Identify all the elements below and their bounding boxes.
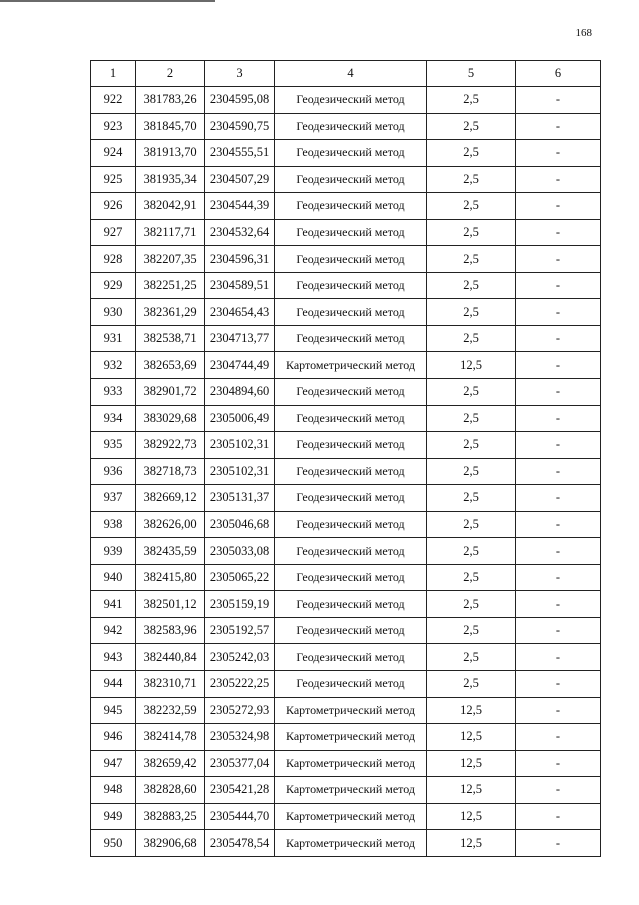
- table-row: [91, 644, 601, 671]
- x-coordinate-cell: 381935,34: [136, 166, 205, 193]
- accuracy-cell: 2,5: [427, 485, 516, 512]
- table-row: [91, 671, 601, 698]
- x-coordinate-cell: 382718,73: [136, 458, 205, 485]
- x-coordinate-cell: 382922,73: [136, 432, 205, 459]
- x-coordinate-cell: 382414,78: [136, 724, 205, 751]
- point-number-cell: 923: [91, 113, 136, 140]
- method-cell: Геодезический метод: [275, 458, 427, 485]
- x-coordinate-cell: 381783,26: [136, 87, 205, 114]
- accuracy-cell: 2,5: [427, 113, 516, 140]
- note-cell: -: [516, 697, 601, 724]
- table-row: [91, 511, 601, 538]
- accuracy-cell: 12,5: [427, 777, 516, 804]
- x-coordinate-cell: 382415,80: [136, 564, 205, 591]
- y-coordinate-cell: 2304744,49: [205, 352, 275, 379]
- coordinates-table: [90, 60, 601, 857]
- x-coordinate-cell: 382901,72: [136, 379, 205, 406]
- method-cell: Геодезический метод: [275, 87, 427, 114]
- table-row: [91, 697, 601, 724]
- accuracy-cell: 2,5: [427, 591, 516, 618]
- note-cell: -: [516, 644, 601, 671]
- point-number-cell: 947: [91, 750, 136, 777]
- accuracy-cell: 2,5: [427, 140, 516, 167]
- accuracy-cell: 2,5: [427, 379, 516, 406]
- column-header-3: 3: [205, 61, 275, 87]
- x-coordinate-cell: 382310,71: [136, 671, 205, 698]
- x-coordinate-cell: 382042,91: [136, 193, 205, 220]
- point-number-cell: 935: [91, 432, 136, 459]
- note-cell: -: [516, 750, 601, 777]
- point-number-cell: 934: [91, 405, 136, 432]
- x-coordinate-cell: 382659,42: [136, 750, 205, 777]
- point-number-cell: 945: [91, 697, 136, 724]
- method-cell: Геодезический метод: [275, 405, 427, 432]
- accuracy-cell: 2,5: [427, 564, 516, 591]
- y-coordinate-cell: 2305102,31: [205, 458, 275, 485]
- table-row: [91, 724, 601, 751]
- point-number-cell: 941: [91, 591, 136, 618]
- method-cell: Геодезический метод: [275, 193, 427, 220]
- point-number-cell: 946: [91, 724, 136, 751]
- y-coordinate-cell: 2305046,68: [205, 511, 275, 538]
- method-cell: Картометрический метод: [275, 830, 427, 857]
- y-coordinate-cell: 2304590,75: [205, 113, 275, 140]
- note-cell: -: [516, 272, 601, 299]
- method-cell: Геодезический метод: [275, 538, 427, 565]
- table-row: [91, 750, 601, 777]
- method-cell: Геодезический метод: [275, 299, 427, 326]
- point-number-cell: 922: [91, 87, 136, 114]
- y-coordinate-cell: 2304544,39: [205, 193, 275, 220]
- note-cell: -: [516, 777, 601, 804]
- table-row: [91, 325, 601, 352]
- accuracy-cell: 2,5: [427, 87, 516, 114]
- note-cell: -: [516, 113, 601, 140]
- y-coordinate-cell: 2305222,25: [205, 671, 275, 698]
- accuracy-cell: 2,5: [427, 299, 516, 326]
- table-row: [91, 246, 601, 273]
- accuracy-cell: 2,5: [427, 246, 516, 273]
- note-cell: -: [516, 591, 601, 618]
- point-number-cell: 950: [91, 830, 136, 857]
- point-number-cell: 933: [91, 379, 136, 406]
- table-row: [91, 87, 601, 114]
- point-number-cell: 939: [91, 538, 136, 565]
- note-cell: -: [516, 219, 601, 246]
- x-coordinate-cell: 382906,68: [136, 830, 205, 857]
- method-cell: Геодезический метод: [275, 644, 427, 671]
- method-cell: Геодезический метод: [275, 246, 427, 273]
- accuracy-cell: 12,5: [427, 830, 516, 857]
- accuracy-cell: 12,5: [427, 352, 516, 379]
- point-number-cell: 937: [91, 485, 136, 512]
- method-cell: Геодезический метод: [275, 564, 427, 591]
- y-coordinate-cell: 2305421,28: [205, 777, 275, 804]
- method-cell: Картометрический метод: [275, 697, 427, 724]
- accuracy-cell: 2,5: [427, 511, 516, 538]
- method-cell: Геодезический метод: [275, 219, 427, 246]
- y-coordinate-cell: 2305065,22: [205, 564, 275, 591]
- point-number-cell: 924: [91, 140, 136, 167]
- note-cell: -: [516, 166, 601, 193]
- note-cell: -: [516, 803, 601, 830]
- table-row: [91, 219, 601, 246]
- y-coordinate-cell: 2305159,19: [205, 591, 275, 618]
- table-row: [91, 272, 601, 299]
- x-coordinate-cell: 382626,00: [136, 511, 205, 538]
- table-row: [91, 299, 601, 326]
- point-number-cell: 949: [91, 803, 136, 830]
- accuracy-cell: 12,5: [427, 803, 516, 830]
- column-header-4: 4: [275, 61, 427, 87]
- method-cell: Геодезический метод: [275, 671, 427, 698]
- y-coordinate-cell: 2305192,57: [205, 617, 275, 644]
- note-cell: -: [516, 193, 601, 220]
- method-cell: Геодезический метод: [275, 591, 427, 618]
- note-cell: -: [516, 352, 601, 379]
- method-cell: Геодезический метод: [275, 272, 427, 299]
- note-cell: -: [516, 299, 601, 326]
- point-number-cell: 926: [91, 193, 136, 220]
- x-coordinate-cell: 382117,71: [136, 219, 205, 246]
- y-coordinate-cell: 2305444,70: [205, 803, 275, 830]
- method-cell: Геодезический метод: [275, 511, 427, 538]
- point-number-cell: 929: [91, 272, 136, 299]
- x-coordinate-cell: 382435,59: [136, 538, 205, 565]
- x-coordinate-cell: 382501,12: [136, 591, 205, 618]
- note-cell: -: [516, 432, 601, 459]
- y-coordinate-cell: 2304713,77: [205, 325, 275, 352]
- method-cell: Геодезический метод: [275, 166, 427, 193]
- x-coordinate-cell: 381845,70: [136, 113, 205, 140]
- note-cell: -: [516, 564, 601, 591]
- accuracy-cell: 2,5: [427, 432, 516, 459]
- y-coordinate-cell: 2304532,64: [205, 219, 275, 246]
- table-row: [91, 140, 601, 167]
- table-row: [91, 113, 601, 140]
- method-cell: Картометрический метод: [275, 352, 427, 379]
- accuracy-cell: 2,5: [427, 617, 516, 644]
- note-cell: -: [516, 485, 601, 512]
- y-coordinate-cell: 2305006,49: [205, 405, 275, 432]
- y-coordinate-cell: 2304555,51: [205, 140, 275, 167]
- table-row: [91, 379, 601, 406]
- method-cell: Геодезический метод: [275, 379, 427, 406]
- accuracy-cell: 2,5: [427, 458, 516, 485]
- x-coordinate-cell: 383029,68: [136, 405, 205, 432]
- y-coordinate-cell: 2304894,60: [205, 379, 275, 406]
- y-coordinate-cell: 2304654,43: [205, 299, 275, 326]
- table-body: [91, 87, 601, 857]
- note-cell: -: [516, 246, 601, 273]
- point-number-cell: 928: [91, 246, 136, 273]
- x-coordinate-cell: 382361,29: [136, 299, 205, 326]
- accuracy-cell: 2,5: [427, 644, 516, 671]
- x-coordinate-cell: 381913,70: [136, 140, 205, 167]
- point-number-cell: 940: [91, 564, 136, 591]
- method-cell: Картометрический метод: [275, 803, 427, 830]
- table-row: [91, 166, 601, 193]
- method-cell: Геодезический метод: [275, 113, 427, 140]
- method-cell: Геодезический метод: [275, 617, 427, 644]
- method-cell: Картометрический метод: [275, 750, 427, 777]
- point-number-cell: 948: [91, 777, 136, 804]
- method-cell: Геодезический метод: [275, 485, 427, 512]
- note-cell: -: [516, 538, 601, 565]
- table-row: [91, 193, 601, 220]
- table-row: [91, 432, 601, 459]
- method-cell: Картометрический метод: [275, 777, 427, 804]
- x-coordinate-cell: 382440,84: [136, 644, 205, 671]
- point-number-cell: 943: [91, 644, 136, 671]
- x-coordinate-cell: 382251,25: [136, 272, 205, 299]
- note-cell: -: [516, 405, 601, 432]
- table-row: [91, 777, 601, 804]
- y-coordinate-cell: 2305272,93: [205, 697, 275, 724]
- y-coordinate-cell: 2304596,31: [205, 246, 275, 273]
- accuracy-cell: 12,5: [427, 697, 516, 724]
- note-cell: -: [516, 458, 601, 485]
- method-cell: Геодезический метод: [275, 140, 427, 167]
- method-cell: Геодезический метод: [275, 325, 427, 352]
- point-number-cell: 925: [91, 166, 136, 193]
- point-number-cell: 944: [91, 671, 136, 698]
- top-edge-rule: [0, 0, 215, 2]
- x-coordinate-cell: 382828,60: [136, 777, 205, 804]
- point-number-cell: 938: [91, 511, 136, 538]
- column-header-1: 1: [91, 61, 136, 87]
- x-coordinate-cell: 382207,35: [136, 246, 205, 273]
- table-row: [91, 405, 601, 432]
- y-coordinate-cell: 2305102,31: [205, 432, 275, 459]
- table-row: [91, 352, 601, 379]
- note-cell: -: [516, 724, 601, 751]
- point-number-cell: 936: [91, 458, 136, 485]
- x-coordinate-cell: 382583,96: [136, 617, 205, 644]
- y-coordinate-cell: 2304595,08: [205, 87, 275, 114]
- table-row: [91, 458, 601, 485]
- column-header-5: 5: [427, 61, 516, 87]
- x-coordinate-cell: 382669,12: [136, 485, 205, 512]
- column-header-6: 6: [516, 61, 601, 87]
- table-row: [91, 830, 601, 857]
- accuracy-cell: 2,5: [427, 193, 516, 220]
- method-cell: Геодезический метод: [275, 432, 427, 459]
- note-cell: -: [516, 830, 601, 857]
- note-cell: -: [516, 379, 601, 406]
- y-coordinate-cell: 2304507,29: [205, 166, 275, 193]
- accuracy-cell: 2,5: [427, 325, 516, 352]
- x-coordinate-cell: 382653,69: [136, 352, 205, 379]
- y-coordinate-cell: 2305377,04: [205, 750, 275, 777]
- accuracy-cell: 2,5: [427, 405, 516, 432]
- table-row: [91, 564, 601, 591]
- y-coordinate-cell: 2305478,54: [205, 830, 275, 857]
- note-cell: -: [516, 671, 601, 698]
- table-row: [91, 617, 601, 644]
- note-cell: -: [516, 87, 601, 114]
- point-number-cell: 931: [91, 325, 136, 352]
- accuracy-cell: 2,5: [427, 219, 516, 246]
- y-coordinate-cell: 2305033,08: [205, 538, 275, 565]
- column-header-2: 2: [136, 61, 205, 87]
- x-coordinate-cell: 382232,59: [136, 697, 205, 724]
- point-number-cell: 927: [91, 219, 136, 246]
- point-number-cell: 942: [91, 617, 136, 644]
- method-cell: Картометрический метод: [275, 724, 427, 751]
- accuracy-cell: 12,5: [427, 724, 516, 751]
- y-coordinate-cell: 2305324,98: [205, 724, 275, 751]
- accuracy-cell: 2,5: [427, 538, 516, 565]
- page-number: 168: [575, 27, 592, 39]
- table-row: [91, 485, 601, 512]
- note-cell: -: [516, 140, 601, 167]
- table-row: [91, 803, 601, 830]
- accuracy-cell: 2,5: [427, 272, 516, 299]
- x-coordinate-cell: 382538,71: [136, 325, 205, 352]
- table-row: [91, 538, 601, 565]
- y-coordinate-cell: 2305131,37: [205, 485, 275, 512]
- y-coordinate-cell: 2304589,51: [205, 272, 275, 299]
- point-number-cell: 932: [91, 352, 136, 379]
- y-coordinate-cell: 2305242,03: [205, 644, 275, 671]
- table-row: [91, 591, 601, 618]
- accuracy-cell: 2,5: [427, 671, 516, 698]
- note-cell: -: [516, 511, 601, 538]
- accuracy-cell: 2,5: [427, 166, 516, 193]
- accuracy-cell: 12,5: [427, 750, 516, 777]
- x-coordinate-cell: 382883,25: [136, 803, 205, 830]
- header-row: [91, 61, 601, 87]
- note-cell: -: [516, 617, 601, 644]
- point-number-cell: 930: [91, 299, 136, 326]
- note-cell: -: [516, 325, 601, 352]
